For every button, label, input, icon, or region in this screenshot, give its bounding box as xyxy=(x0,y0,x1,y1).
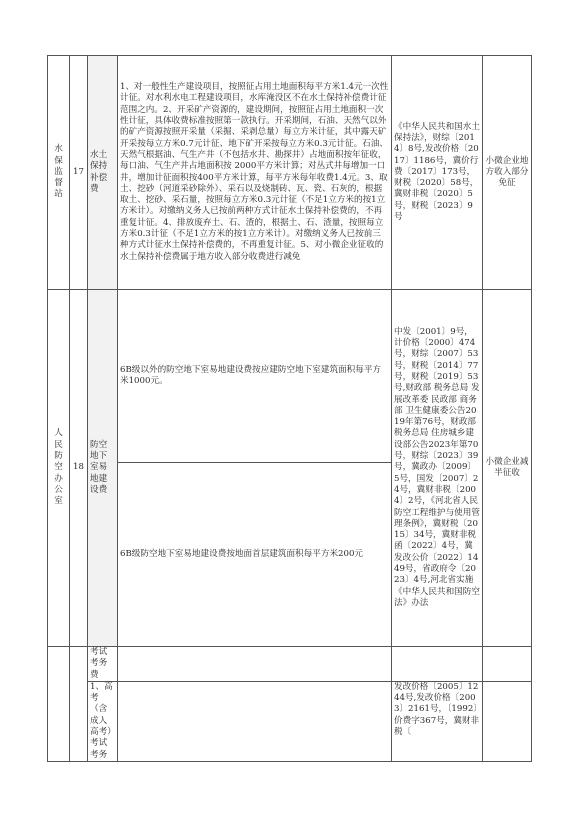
preferential-policy: 小微企业减半征收 xyxy=(483,290,532,647)
preferential-policy xyxy=(483,681,532,761)
fee-item-name: 水土保持补偿费 xyxy=(88,56,118,290)
fee-standard: 6B级以外的防空地下室易地建设费按应建防空地下室建筑面积每平方米1000元。 xyxy=(118,290,392,463)
row-number: 18 xyxy=(70,290,88,647)
row-number: 17 xyxy=(70,56,88,290)
table-row xyxy=(48,290,532,463)
fee-standard: 1、对一般性生产建设项目，按照征占用土地面积每平方米1.4元一次性计征。对水利水电工程建设项目，水库淹没区不在水土保持补偿费计征范围之内。2、开采矿产资源的，建设期间，按照征占用土地面积一次性计征，具体收费标准按照第一款执行。开采期间，石油、天然气以外的矿产资源按照开采量（采掘、采剥总量）每立方米计征，其中露天矿开采按每立方米0.7元计征、地下矿开采按每立方米0.3元计征。石油、天然气根据油、气生产井（不包括水井、勘探井）占地面积按年征收，每口油、气生产井占地面积按 2000平方米计算；对丛式井每增加一口井，增加计征面积按400平方米计算，每平方米每年收费1.4元。3、取土、挖砂（河道采砂除外）、采石以及烧制砖、瓦、瓷、石灰的，根据取土、挖砂、采石量，按照每立方米0.3元计征（不足1立方米的按1立方米计）。对缴纳义务人已按前两种方式计征水土保持补偿费的，不再重复计征。4、排放废弃土、石、渣的，根据土、石、渣量，按照每立方米0.3计征（不足1立方米的按1立方米计）。对缴纳义务人已按前三种方式计征水土保持补偿费的，不再重复计征。5、对小微企业征收的水土保持补偿费属于地方收入部分收费进行减免 xyxy=(118,56,392,290)
table-row xyxy=(48,681,532,761)
preferential-policy xyxy=(483,647,532,682)
policy-basis: 发改价格〔2005〕1244号,发改价格〔2003〕2161号，〔1992〕价费字367号，冀财非税〔 xyxy=(392,681,483,761)
policy-basis xyxy=(392,647,483,682)
fee-sub-item-name: 1、高考（含成人高考）考试考务 xyxy=(88,681,118,761)
policy-basis: 中发〔2001〕9号，计价格〔2000〕474号，财综〔2007〕53号，财税〔2014〕77号，财税〔2019〕53号,财政部 税务总局 发展改革委 民政部 商务部 卫生健康委公告2019年第76号，财政部 税务总局 住房城乡建设部公告2023年第70号，财综〔2023〕39号，冀政办〔2009〕5号，国发〔2007〕24号，冀财非税〔2004〕2号，《河北省人民防空工程维护与使用管理条例》，冀财税〔2015〕34号，冀财非税函〔2022〕4号，冀发改公价〔2022〕1449号，省政府令〔2023〕4号,河北省实施《中华人民共和国防空法》办法 xyxy=(392,290,483,647)
fee-table xyxy=(47,55,532,762)
department-cell: 人民防空办公室 xyxy=(48,290,70,647)
department-cell xyxy=(48,647,70,762)
fee-item-name: 防空地下室易地建设费 xyxy=(88,290,118,647)
fee-standard xyxy=(118,681,392,761)
fee-standard: 6B级防空地下室易地建设费按地面首层建筑面积每平方米200元 xyxy=(118,463,392,647)
table-row xyxy=(48,647,532,682)
fee-standard xyxy=(118,647,392,682)
department-cell: 水保监督站 xyxy=(48,56,70,290)
policy-basis: 《中华人民共和国水土保持法》，财综〔2014〕8号,发改价格〔2017〕1186号，冀价行费〔2017〕173号，财税〔2020〕58号，冀财非税〔2020〕5号，财税〔2023〕9号 xyxy=(392,56,483,290)
table-row xyxy=(48,56,532,290)
fee-item-name: 考试考务费 xyxy=(88,647,118,682)
preferential-policy: 小微企业地方收入部分免征 xyxy=(483,56,532,290)
row-number xyxy=(70,647,88,762)
